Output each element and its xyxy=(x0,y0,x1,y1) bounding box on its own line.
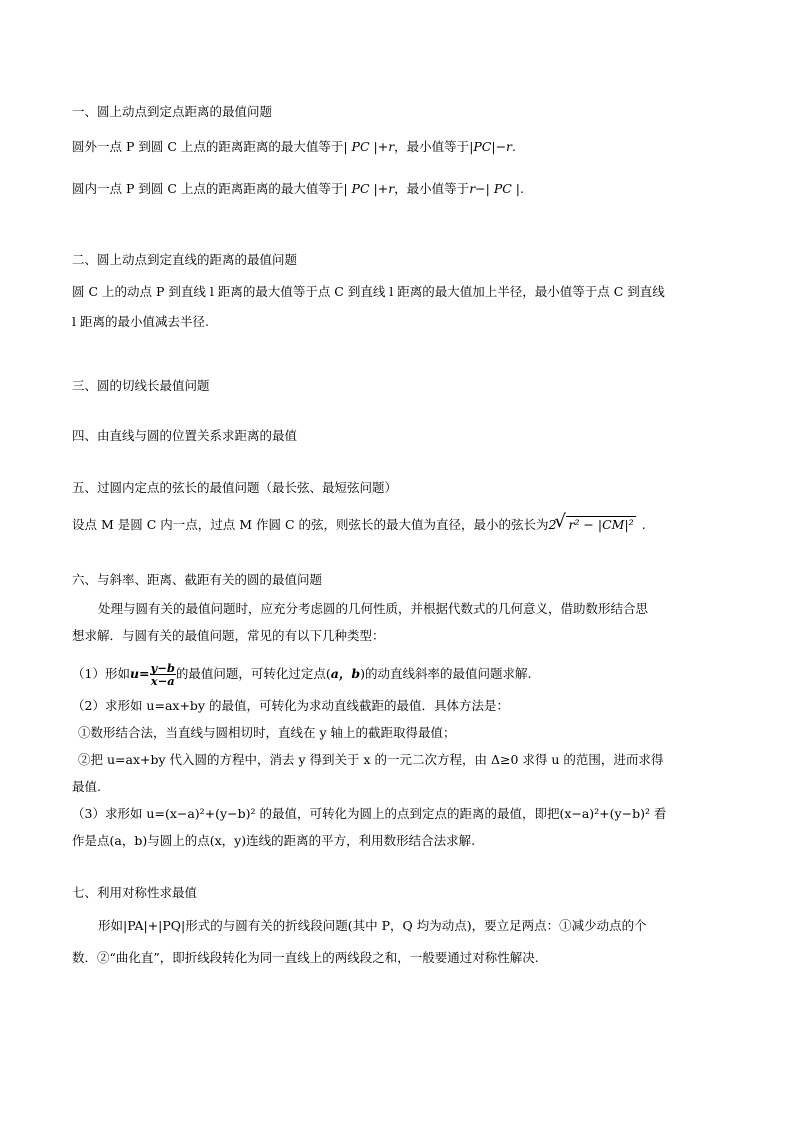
s1-l1-text-c: . xyxy=(512,139,517,154)
s1-l2-text-a: 圆内一点 P 到圆 C 上点的距离距离的最大值等于 xyxy=(72,181,344,196)
fraction-numerator: y−b xyxy=(150,661,175,675)
section-4-title: 四、由直线与圆的位置关系求距离的最值 xyxy=(72,428,298,443)
s5-l1-text-a: 设点 M 是圆 C 内一点，过点 M 作圆 C 的弦，则弦长的最大值为直径，最小的弦长为 xyxy=(72,517,549,532)
s1-l2-text-c: . xyxy=(519,181,524,196)
sqrt-symbol xyxy=(556,517,635,533)
s6-t1-text-c: )的动直线斜率的最值问题求解. xyxy=(360,666,532,681)
s6-t1-text-a: （1）形如 xyxy=(72,666,130,681)
section-1-title: 一、圆上动点到定点距离的最值问题 xyxy=(72,104,273,119)
section-2-line-1: 圆 C 上的动点 P 到直线 l 距离的最大值等于点 C 到直线 l 距离的最大值加上半径，最小值等于点 C 到直线 xyxy=(72,284,665,299)
fraction xyxy=(150,662,176,687)
s1-l1-math-max: | PC |+r xyxy=(343,139,395,154)
section-6-type-3-line-1: （3）求形如 u=(x−a)²+(y−b)² 的最值，可转化为圆上的点到定点的距离的最值，即把(x−a)²+(y−b)² 看 xyxy=(72,806,667,821)
section-7-para-2: 数．②“曲化直”，即折线段转化为同一直线上的两线段之和，一般要通过对称性解决. xyxy=(72,950,539,965)
s1-l2-math-min: r−| PC | xyxy=(469,181,520,196)
s5-coef: 2 xyxy=(548,517,557,532)
section-5-line-1 xyxy=(72,517,646,533)
section-1-line-1 xyxy=(72,139,516,155)
section-2-title: 二、圆上动点到定直线的距离的最值问题 xyxy=(72,252,298,267)
fraction-denominator: x−a xyxy=(150,674,175,688)
section-6-title: 六、与斜率、距离、截距有关的圆的最值问题 xyxy=(72,572,323,587)
section-3-title: 三、圆的切线长最值问题 xyxy=(72,378,210,393)
s5-radicand: r² − |CM|² xyxy=(568,517,634,532)
section-6-type-2-method-b-line-1: ②把 u=ax+by 代入圆的方程中，消去 y 得到关于 x 的一元二次方程，由 Δ≥0 求得 u 的范围，进而求得 xyxy=(78,752,664,767)
section-6-type-3-line-2: 作是点(a，b)与圆上的点(x，y)连线的距离的平方，利用数形结合法求解. xyxy=(72,833,476,848)
s1-l1-text-a: 圆外一点 P 到圆 C 上点的距离距离的最大值等于 xyxy=(72,139,344,154)
section-6-type-2: （2）求形如 u=ax+by 的最值，可转化为求动直线截距的最值．具体方法是： xyxy=(72,698,509,713)
section-7-title: 七、利用对称性求最值 xyxy=(72,885,198,900)
section-6-type-1 xyxy=(72,660,531,688)
s5-l1-text-b: . xyxy=(641,517,646,532)
section-1-line-2 xyxy=(72,181,524,197)
s1-l1-math-min: |PC|−r xyxy=(469,139,513,154)
section-2-line-2: l 距离的最小值减去半径. xyxy=(72,314,209,329)
s1-l2-math-max: | PC |+r xyxy=(343,181,395,196)
s6-t1-text-b: 的最值问题，可转化过定点( xyxy=(175,666,331,681)
s1-l1-text-b: ，最小值等于 xyxy=(394,139,470,154)
section-5-title: 五、过圆内定点的弦长的最值问题（最长弦、最短弦问题） xyxy=(72,480,398,495)
section-6-para-2: 想求解．与圆有关的最值问题，常见的有以下几种类型： xyxy=(72,628,385,643)
s1-l2-text-b: ，最小值等于 xyxy=(394,181,470,196)
s6-t1-u: u= xyxy=(129,666,150,681)
section-6-para-1: 处理与圆有关的最值问题时，应充分考虑圆的几何性质，并根据代数式的几何意义，借助数形结合思 xyxy=(98,601,649,616)
section-7-para-1: 形如|PA|+|PQ|形式的与圆有关的折线段问题(其中 P，Q 均为动点)，要立足两点：①减少动点的个 xyxy=(98,918,647,933)
section-6-type-2-method-a: ①数形结合法，当直线与圆相切时，直线在 y 轴上的截距取得最值； xyxy=(78,725,456,740)
s6-t1-point: a，b xyxy=(330,666,361,681)
section-6-type-2-method-b-line-2: 最值. xyxy=(72,779,101,794)
